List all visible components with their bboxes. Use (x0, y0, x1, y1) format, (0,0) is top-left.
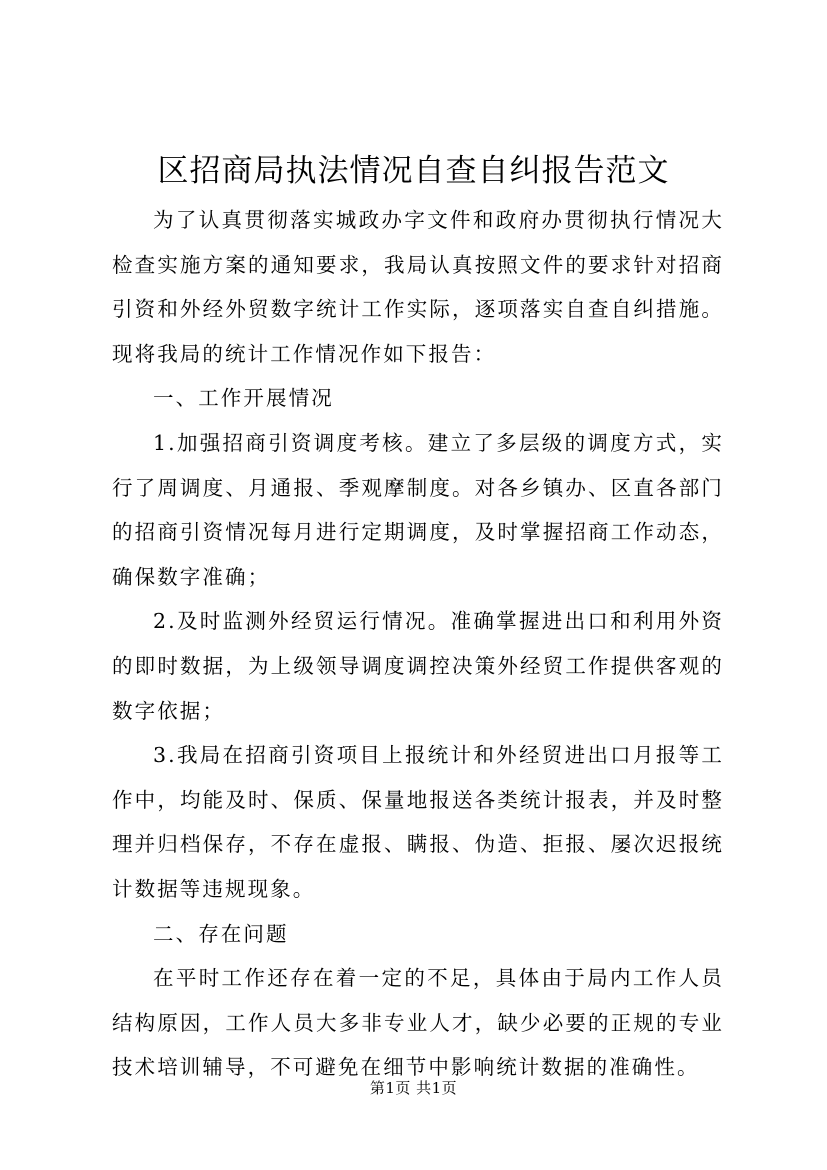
document-title: 区招商局执法情况自查自纠报告范文 (157, 153, 670, 189)
intro-paragraph: 为了认真贯彻落实城政办字文件和政府办贯彻执行情况大检查实施方案的通知要求，我局认真按照文件的要求针对招商引资和外经外贸数字统计工作实际，逐项落实自查自纠措施。现将我局的统计工作情况作如下报告： (112, 208, 724, 366)
item-paragraph-2: 2.及时监测外经贸运行情况。准确掌握进出口和利用外资的即时数据，为上级领导调度调控决策外经贸工作提供客观的数字依据； (112, 609, 724, 723)
item-paragraph-3: 3.我局在招商引资项目上报统计和外经贸进出口月报等工作中，均能及时、保质、保量地报送各类统计报表，并及时整理并归档保存，不存在虚报、瞒报、伪造、拒报、屡次迟报统计数据等违规现象。 (112, 743, 724, 901)
item-paragraph-1: 1.加强招商引资调度考核。建立了多层级的调度方式，实行了周调度、月通报、季观摩制度。对各乡镇办、区直各部门的招商引资情况每月进行定期调度，及时掌握招商工作动态，确保数字准确； (112, 430, 724, 589)
issues-paragraph: 在平时工作还存在着一定的不足，具体由于局内工作人员结构原因，工作人员大多非专业人才，缺少必要的正规的专业技术培训辅导，不可避免在细节中影响统计数据的准确性。 (112, 966, 724, 1080)
section-heading-issues: 二、存在问题 (153, 921, 289, 946)
document-body (112, 198, 724, 1090)
section-heading-work: 一、工作开展情况 (153, 386, 334, 411)
page-footer: 第1页 共1页 (369, 1079, 458, 1097)
